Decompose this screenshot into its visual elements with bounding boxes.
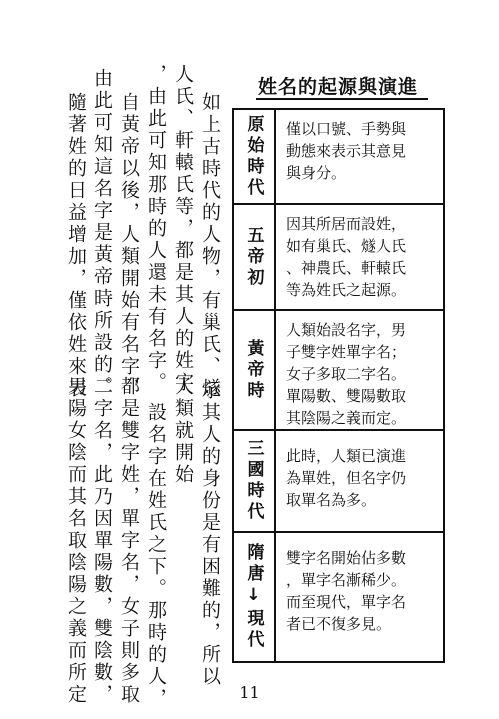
body-column-9: 設名字在姓氏之下。那時的人， bbox=[145, 402, 167, 710]
description-line: 而至現代，單字名 bbox=[286, 593, 407, 611]
description-line: 如有巢氏、燧人氏 bbox=[286, 237, 407, 255]
body-column-1: 如上古時代的人物，有巢氏、燧 bbox=[199, 92, 221, 400]
description-line: 等為姓氏之起源。 bbox=[286, 281, 407, 299]
description-line: 因其所居而設姓， bbox=[286, 215, 407, 233]
era-description bbox=[276, 533, 443, 661]
era-label: 黃帝時 bbox=[234, 311, 276, 429]
description-line: 與身分。 bbox=[286, 164, 347, 182]
table-title: 姓名的起源與演進 bbox=[258, 76, 419, 98]
body-column-8: 人類就開始 bbox=[172, 376, 194, 486]
origin-evolution-table bbox=[232, 108, 445, 663]
era-description bbox=[276, 431, 443, 531]
description-line: 僅以口號、手勢與 bbox=[286, 120, 407, 138]
era-label: 三國時代 bbox=[234, 431, 276, 531]
description-line: 取單名為多。 bbox=[286, 491, 377, 509]
table-row bbox=[234, 203, 443, 309]
body-column-6: 隨著姓的日益增加，僅依姓來表 bbox=[65, 92, 87, 400]
era-label: 原始時代 bbox=[234, 110, 276, 203]
body-column-2: 人氏、軒轅氏等，都是其人的姓字 bbox=[172, 64, 194, 394]
description-line: ，單字名漸稀少。 bbox=[286, 571, 407, 589]
description-line: 子雙字姓單字名； bbox=[286, 343, 407, 361]
era-label: 五帝初 bbox=[234, 205, 276, 309]
body-column-5: 由此可知這名字是黃帝時所設的。 bbox=[91, 68, 113, 398]
table-row bbox=[234, 309, 443, 429]
description-line: 為單姓，但名字仍 bbox=[286, 469, 407, 487]
body-column-10: 都是雙字姓，單字名，女子則多取 bbox=[118, 376, 140, 706]
table-row bbox=[234, 429, 443, 531]
body-column-3: ，由此可知那時的人還未有名字。 bbox=[145, 64, 167, 394]
description-line: 此時，人類已演進 bbox=[286, 447, 407, 465]
era-description bbox=[276, 205, 443, 309]
description-line: 動態來表示其意見 bbox=[286, 142, 407, 160]
description-line: 、神農氏、軒轅氏 bbox=[286, 259, 407, 277]
body-column-4: 自黃帝以後，人類開始有名字， bbox=[118, 92, 140, 400]
era-description bbox=[276, 311, 443, 429]
description-line: 者已不復多見。 bbox=[286, 615, 392, 633]
description-line: 其陰陽之義而定。 bbox=[286, 409, 407, 427]
title-underline bbox=[256, 98, 428, 100]
body-column-7: 示其人的身份是有困難的，所以 bbox=[199, 380, 221, 688]
description-line: 女子多取二字名。 bbox=[286, 365, 407, 383]
description-line: 單陽數、雙陽數取 bbox=[286, 387, 407, 405]
body-column-11: 二字名，此乃因單陽數，雙陰數， bbox=[91, 376, 113, 706]
table-row bbox=[234, 110, 443, 203]
body-column-12: 男陽女陰而其名取陰陽之義而所定 bbox=[65, 376, 87, 706]
page-number: 11 bbox=[239, 683, 260, 702]
description-line: 人類始設名字，男 bbox=[286, 321, 407, 339]
era-label: 隋唐↓現代 bbox=[234, 533, 276, 661]
era-description bbox=[276, 110, 443, 203]
table-row bbox=[234, 531, 443, 661]
description-line: 雙字名開始佔多數 bbox=[286, 549, 407, 567]
